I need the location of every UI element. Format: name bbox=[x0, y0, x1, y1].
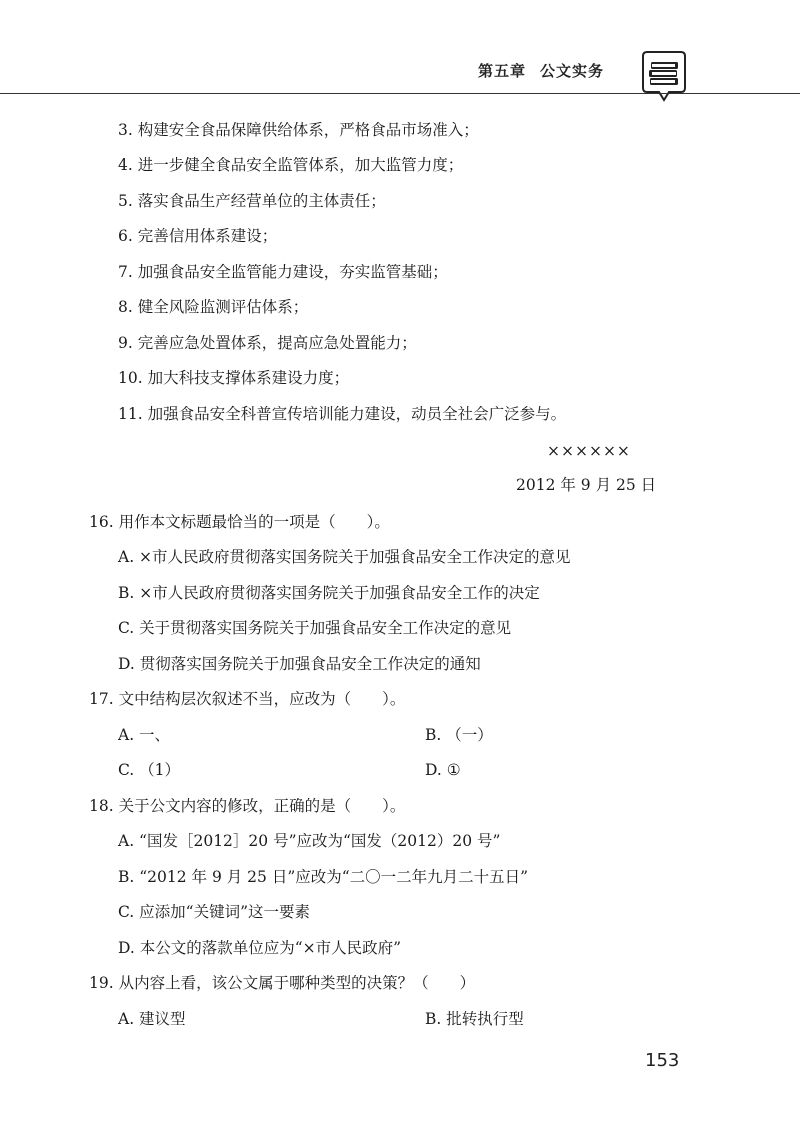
books-icon bbox=[641, 50, 687, 102]
header-rule bbox=[0, 93, 800, 94]
question-option: A. 建议型 bbox=[118, 1010, 186, 1028]
question-option: D. 本公文的落款单位应为“×市人民政府” bbox=[118, 939, 402, 957]
question-stem: 17. 文中结构层次叙述不当，应改为（ ）。 bbox=[89, 690, 406, 708]
list-item: 4. 进一步健全食品安全监管体系，加大监管力度； bbox=[118, 156, 464, 174]
question-option: B. “2012 年 9 月 25 日”应改为“二〇一二年九月二十五日” bbox=[118, 868, 529, 886]
list-item: 10. 加大科技支撑体系建设力度； bbox=[118, 369, 350, 387]
page-number: 153 bbox=[645, 1050, 680, 1071]
list-item: 8. 健全风险监测评估体系； bbox=[118, 298, 309, 316]
section-label: 公文实务 bbox=[540, 62, 605, 80]
list-item: 11. 加强食品安全科普宣传培训能力建设，动员全社会广泛参与。 bbox=[118, 405, 567, 423]
question-option: A. 一、 bbox=[118, 726, 171, 744]
issuer-placeholder: ×××××× bbox=[547, 442, 631, 460]
list-item: 5. 落实食品生产经营单位的主体责任； bbox=[118, 192, 386, 210]
question-option: B. 批转执行型 bbox=[425, 1010, 524, 1028]
question-option: A. “国发［2012］20 号”应改为“国发（2012）20 号” bbox=[118, 832, 501, 850]
question-option: D. ① bbox=[425, 761, 461, 779]
question-stem: 18. 关于公文内容的修改，正确的是（ ）。 bbox=[89, 797, 406, 815]
question-option: C. （1） bbox=[118, 761, 181, 779]
list-item: 6. 完善信用体系建设； bbox=[118, 227, 278, 245]
list-item: 3. 构建安全食品保障供给体系，严格食品市场准入； bbox=[118, 121, 479, 139]
running-head bbox=[478, 60, 604, 81]
list-item: 9. 完善应急处置体系，提高应急处置能力； bbox=[118, 334, 417, 352]
issue-date: 2012 年 9 月 25 日 bbox=[516, 476, 657, 494]
question-stem: 16. 用作本文标题最恰当的一项是（ ）。 bbox=[89, 513, 390, 531]
question-option: B. ×市人民政府贯彻落实国务院关于加强食品安全工作的决定 bbox=[118, 584, 540, 602]
question-option: C. 应添加“关键词”这一要素 bbox=[118, 903, 311, 921]
question-option: D. 贯彻落实国务院关于加强食品安全工作决定的通知 bbox=[118, 655, 481, 673]
chapter-label: 第五章 bbox=[478, 62, 527, 80]
page-header bbox=[0, 0, 800, 100]
question-option: C. 关于贯彻落实国务院关于加强食品安全工作决定的意见 bbox=[118, 619, 512, 637]
list-item: 7. 加强食品安全监管能力建设，夯实监管基础； bbox=[118, 263, 448, 281]
question-stem: 19. 从内容上看，该公文属于哪种类型的决策？（ ） bbox=[89, 974, 476, 992]
question-option: A. ×市人民政府贯彻落实国务院关于加强食品安全工作决定的意见 bbox=[118, 548, 571, 566]
question-option: B. （一） bbox=[425, 726, 493, 744]
